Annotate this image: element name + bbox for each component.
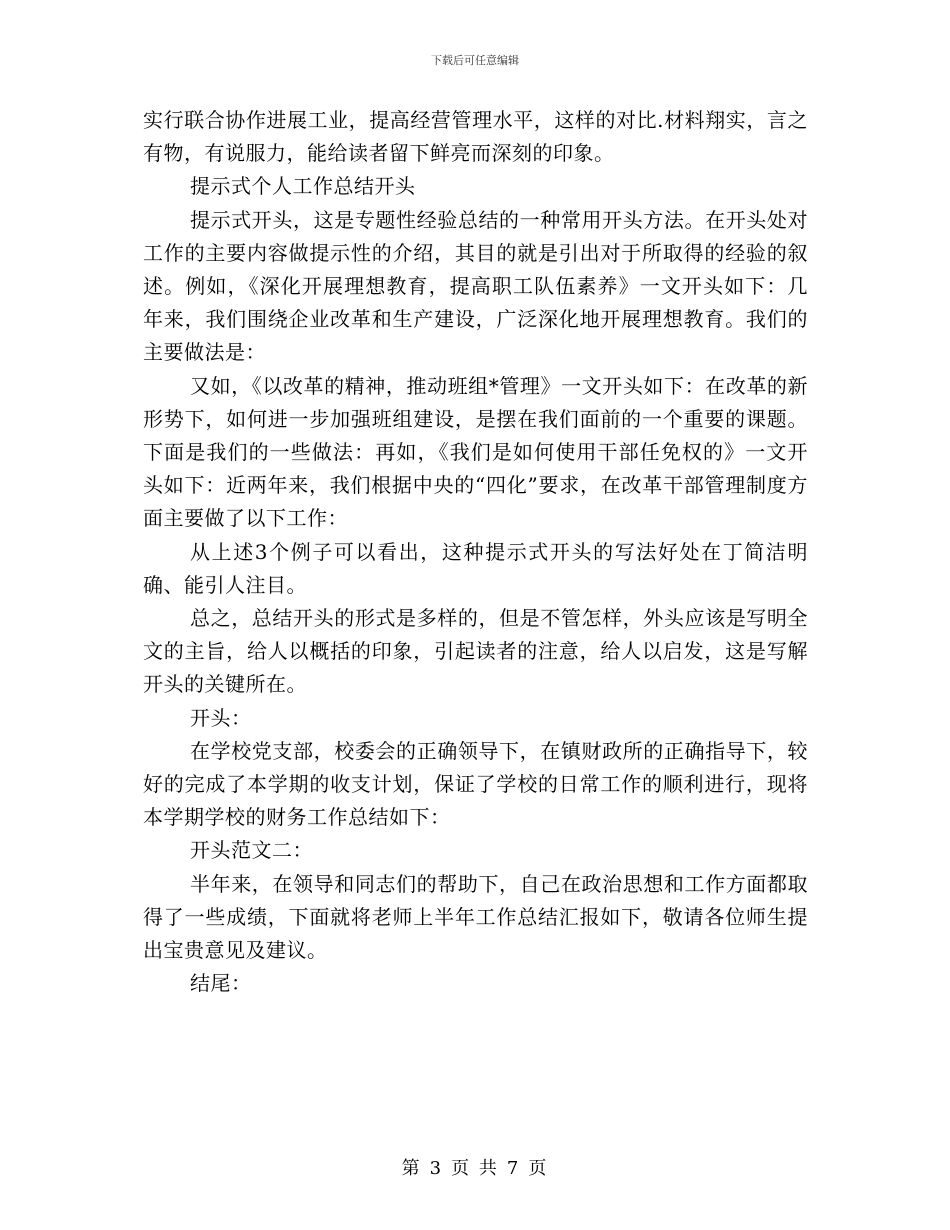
page-footer (0, 1154, 950, 1180)
page-header: 下载后可任意编辑 (431, 54, 519, 67)
paragraph: 又如，《以改革的精神，推动班组*管理》一文开头如下：在改革的新形势下，如何进一步加强班组建设，是摆在我们面前的一个重要的课题。下面是我们的一些做法：再如，《我们是如何使用干部任免权的》一文开头如下：近两年来，我们根据中央的“四化”要求，在改革干部管理制度方面主要做了以下工作： (143, 373, 808, 531)
total-page-count: 7 (506, 1158, 521, 1179)
paragraph: 提示式开头，这是专题性经验总结的一种常用开头方法。在开头处对工作的主要内容做提示性的介绍，其目的就是引出对于所取得的经验的叙述。例如，《深化开展理想教育，提高职工队伍素养》一文开头如下：几年来，我们围绕企业改革和生产建设，广泛深化地开展理想教育。我们的主要做法是： (143, 207, 808, 365)
paragraph-continued: 实行联合协作进展工业，提高经营管理水平，这样的对比.材料翔实，言之有物，有说服力，能给读者留下鲜亮而深刻的印象。 (143, 108, 808, 166)
section-heading: 提示式个人工作总结开头 (190, 174, 416, 199)
footer-suffix: 页 (528, 1158, 549, 1179)
paragraph: 半年来，在领导和同志们的帮助下，自己在政治思想和工作方面都取得了一些成绩，下面就将老师上半年工作总结汇报如下，敬请各位师生提出宝贵意见及建议。 (143, 871, 808, 963)
paragraph: 从上述3个例子可以看出，这种提示式开头的写法好处在丁简洁明确、能引人注目。 (143, 539, 808, 597)
section-heading: 结尾： (190, 971, 252, 996)
paragraph: 在学校党支部，校委会的正确领导下，在镇财政所的正确指导下，较好的完成了本学期的收支计划，保证了学校的日常工作的顺利进行，现将本学期学校的财务工作总结如下： (143, 738, 808, 830)
current-page-number: 3 (429, 1158, 444, 1179)
paragraph: 总之，总结开头的形式是多样的，但是不管怎样，外头应该是写明全文的主旨，给人以概括的印象，引起读者的注意，给人以启发，这是写解开头的关键所在。 (143, 606, 808, 697)
footer-prefix: 第 (401, 1158, 422, 1179)
footer-middle: 页 共 (451, 1158, 499, 1179)
section-heading: 开头： (190, 705, 252, 730)
section-heading: 开头范文二： (190, 838, 313, 863)
document-body (143, 104, 808, 1000)
